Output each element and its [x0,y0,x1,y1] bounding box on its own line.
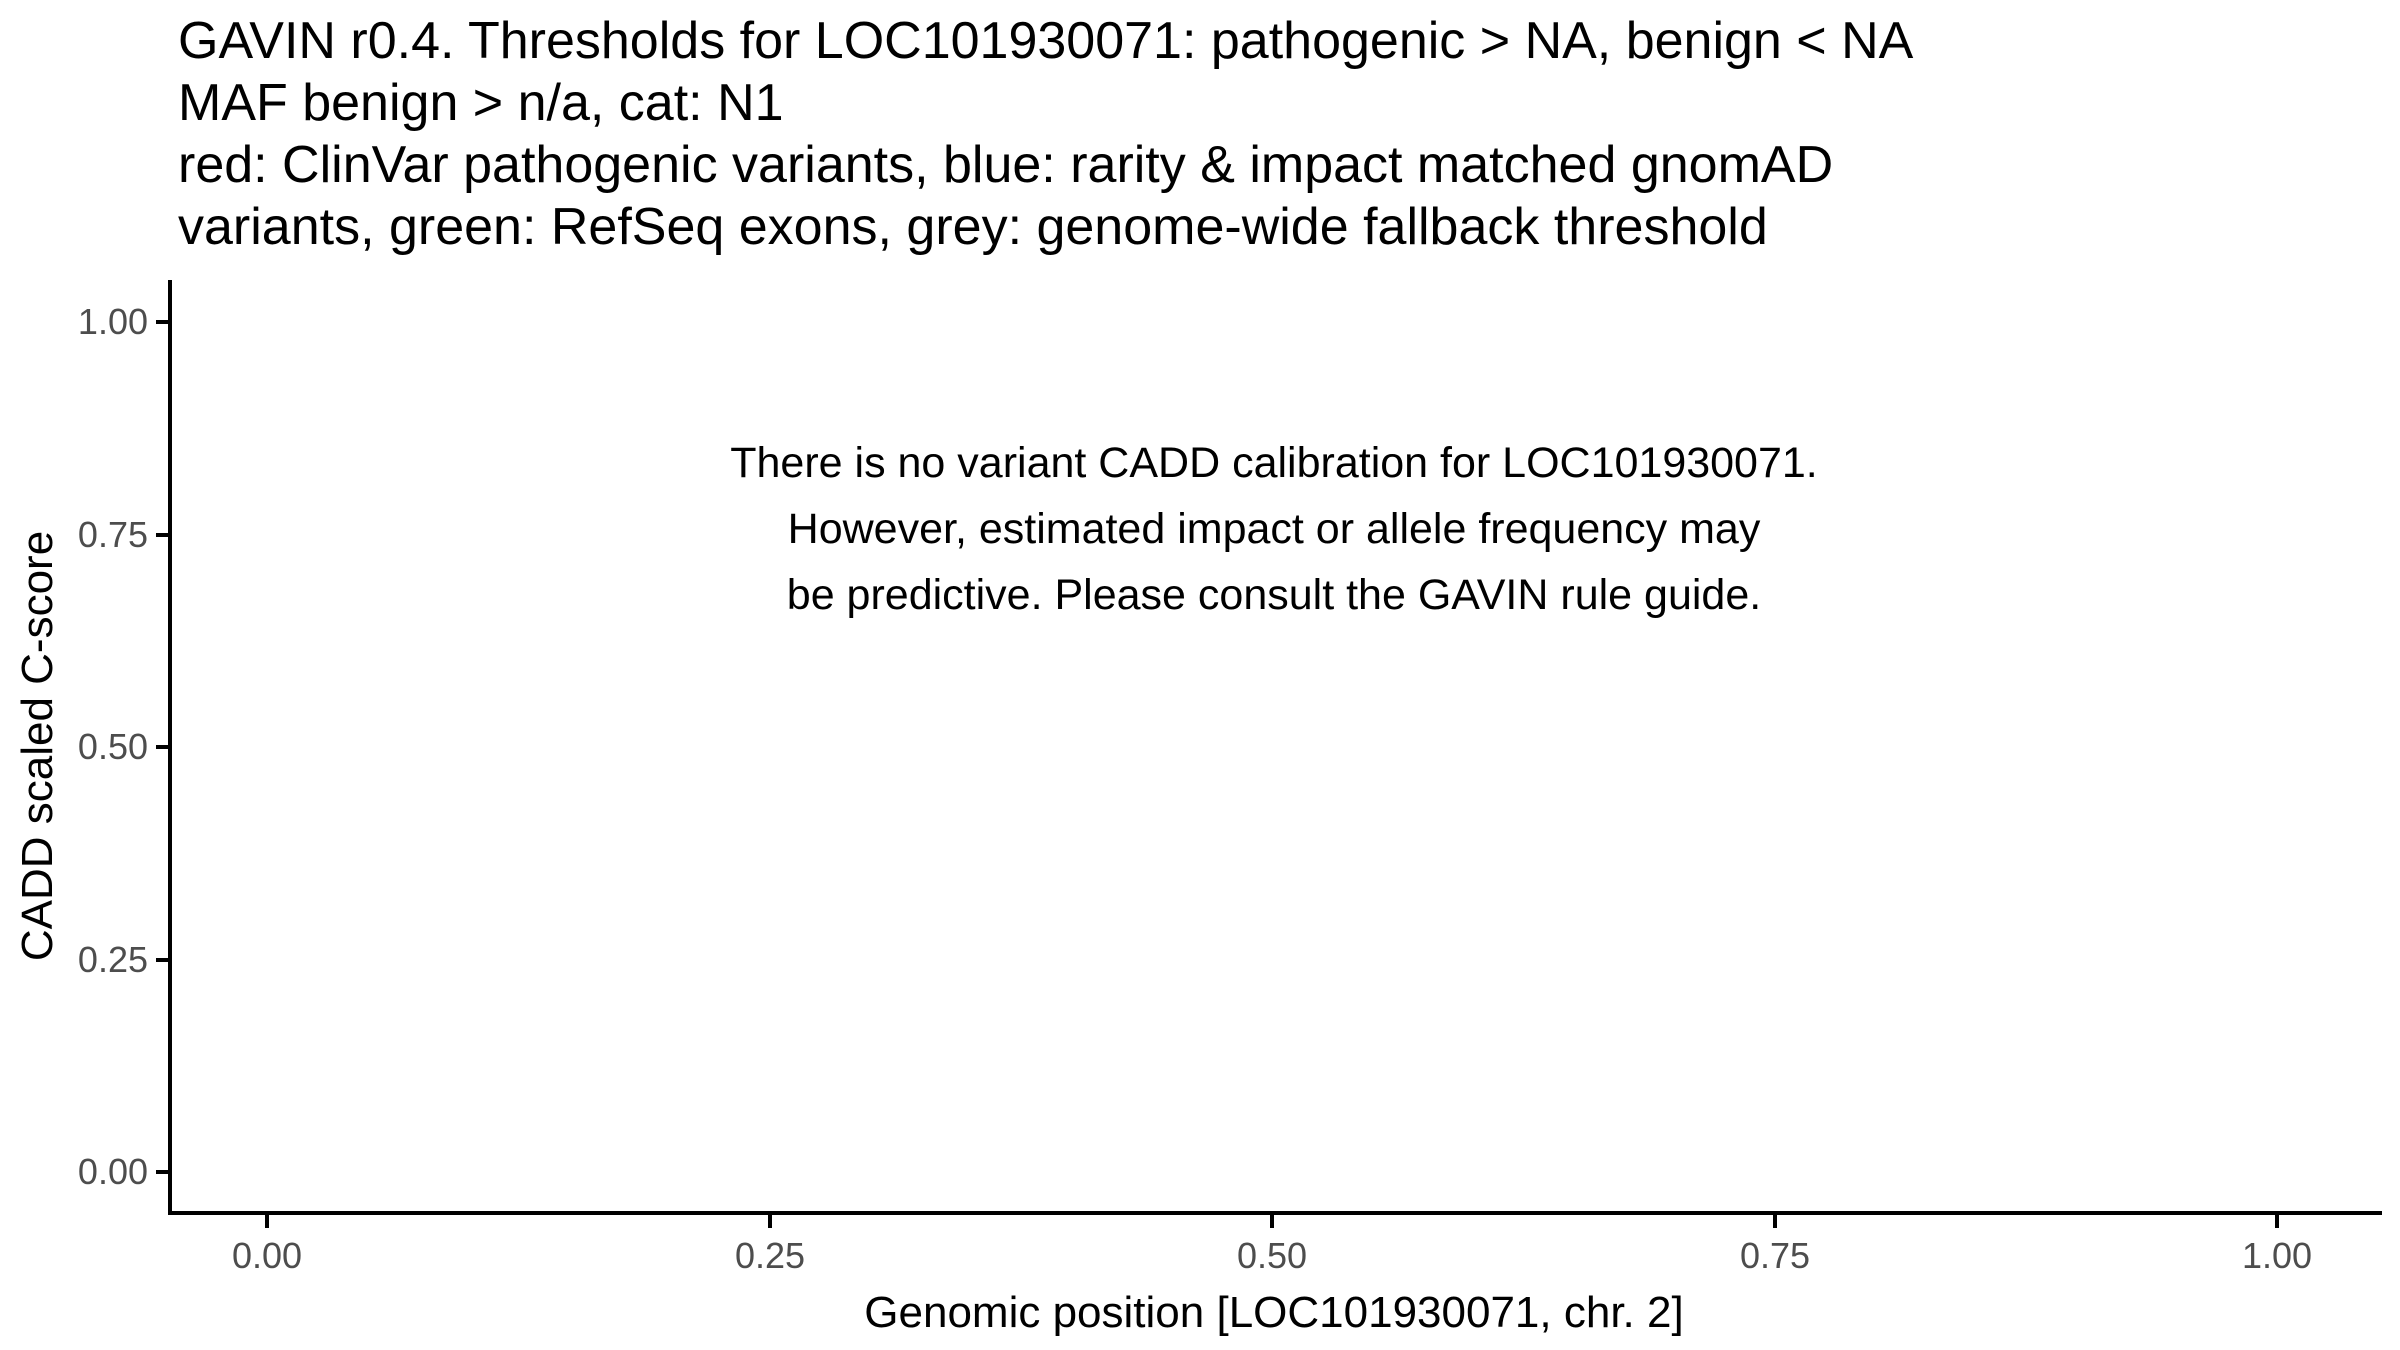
y-axis-tick-label: 1.00 [77,301,148,342]
y-axis-tick-mark [156,1170,169,1174]
x-axis-tick-mark [265,1215,269,1228]
plot-title-line: variants, green: RefSeq exons, grey: genome-wide fallback threshold [178,198,1768,256]
y-axis-tick-label: 0.00 [77,1151,148,1192]
x-axis-tick-mark [768,1215,772,1228]
y-axis-tick-mark [156,320,169,324]
y-axis-tick-label: 0.75 [77,514,148,555]
plot-title-line: MAF benign > n/a, cat: N1 [178,74,784,132]
y-axis-tick-mark [156,745,169,749]
y-axis-title: CADD scaled C-score [13,530,62,962]
plot-annotation [574,430,1974,628]
y-axis-tick-label: 0.25 [77,939,148,980]
x-axis-tick-mark [2275,1215,2279,1228]
x-axis-title: Genomic position [LOC101930071, chr. 2] [864,1288,1684,1337]
y-axis-tick-mark [156,958,169,962]
plot-annotation-line: be predictive. Please consult the GAVIN rule guide. [786,571,1762,619]
x-axis-tick-label: 0.50 [1236,1235,1308,1276]
x-axis-tick-label: 0.00 [231,1235,303,1276]
y-axis-tick-label: 0.50 [77,726,148,767]
plot-annotation-line: There is no variant CADD calibration for LOC101930071. [730,439,1818,487]
x-axis-tick-label: 0.25 [734,1235,806,1276]
plot-title-line: GAVIN r0.4. Thresholds for LOC101930071: pathogenic > NA, benign < NA [178,12,1914,70]
plot-panel [168,280,2382,1215]
y-axis-tick-mark [156,533,169,537]
plot-annotation-line: However, estimated impact or allele frequency may [787,505,1761,553]
x-axis-tick-label: 1.00 [2241,1235,2313,1276]
plot-title-line: red: ClinVar pathogenic variants, blue: rarity & impact matched gnomAD [178,136,1834,194]
x-axis-tick-mark [1270,1215,1274,1228]
x-axis-tick-label: 0.75 [1739,1235,1811,1276]
plot-title [178,10,1913,258]
x-axis-tick-mark [1773,1215,1777,1228]
